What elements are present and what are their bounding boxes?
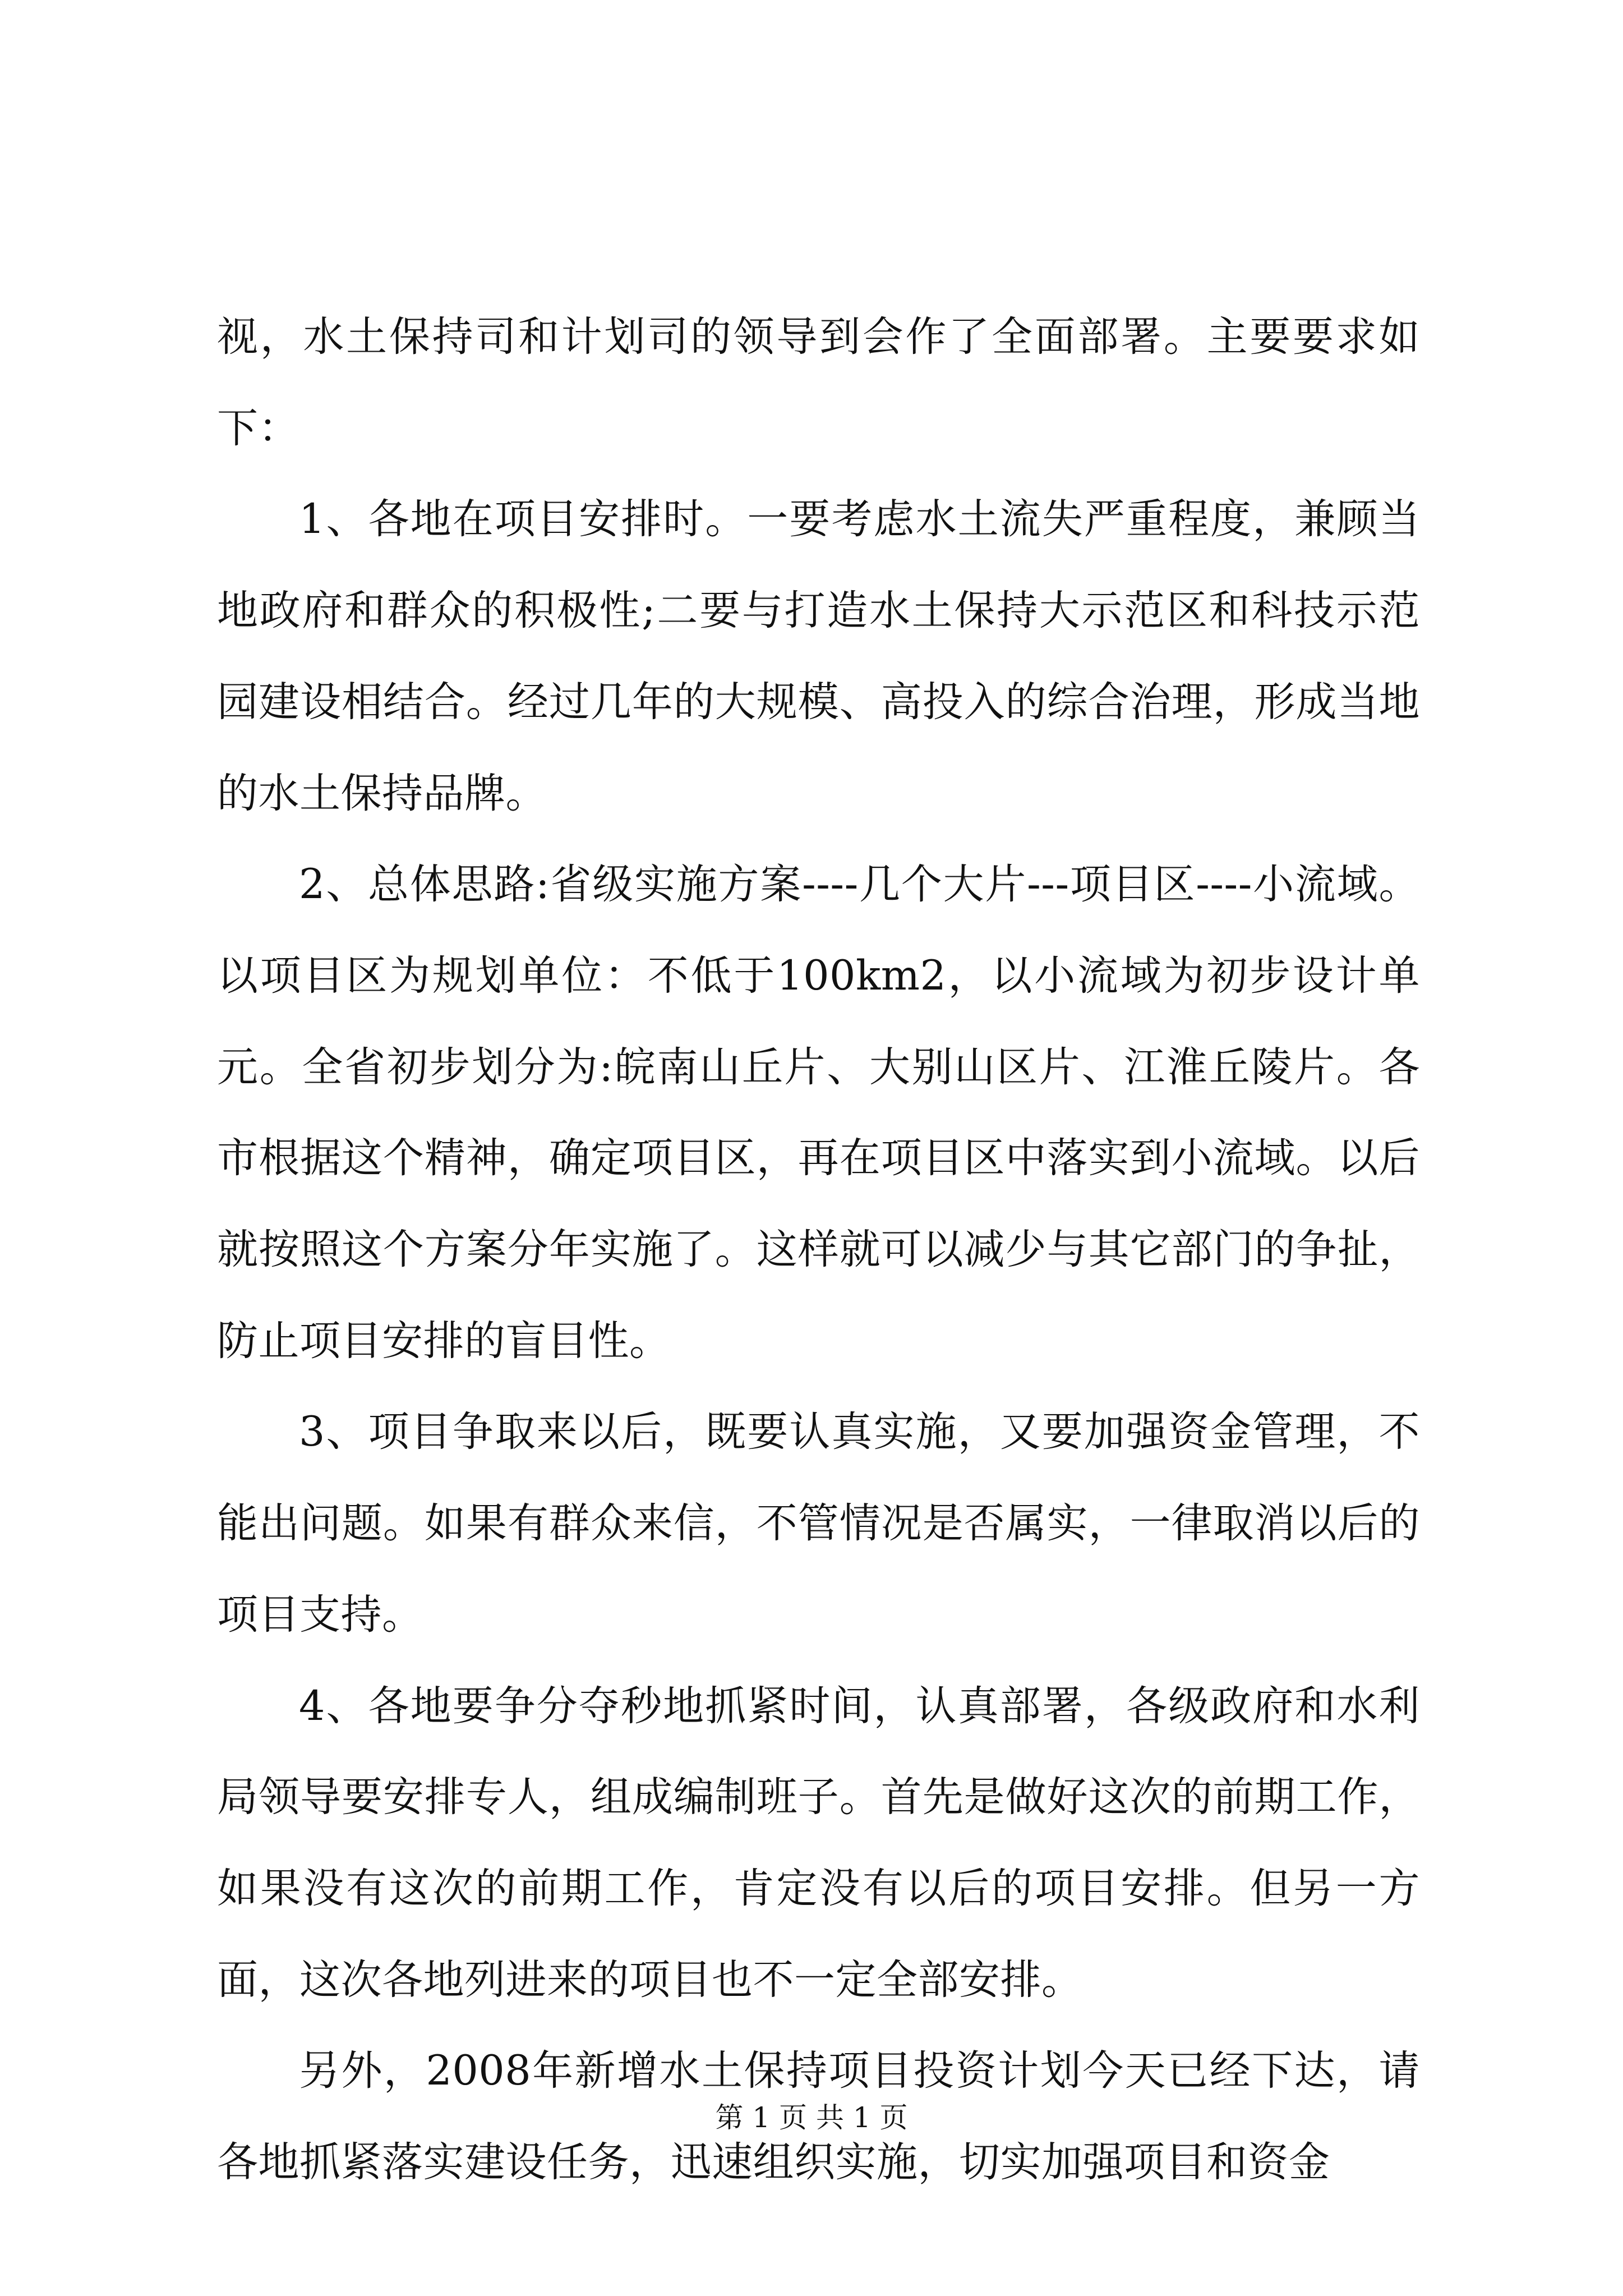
document-body (217, 292, 1420, 2208)
page-number-footer: 第 1 页 共 1 页 (715, 2101, 908, 2134)
paragraph-item-4: 4、各地要争分夺秒地抓紧时间，认真部署，各级政府和水利局领导要安排专人，组成编制班子。首先是做好这次的前期工作，如果没有这次的前期工作，肯定没有以后的项目安排。但另一方面，这次各地列进来的项目也不一定全部安排。 (217, 1682, 1420, 2004)
paragraph-item-1: 1、各地在项目安排时。一要考虑水土流失严重程度，兼顾当地政府和群众的积极性;二要与打造水土保持大示范区和科技示范园建设相结合。经过几年的大规模、高投入的综合治理，形成当地的水土保持品牌。 (217, 495, 1420, 817)
paragraph-item-3: 3、项目争取来以后，既要认真实施，又要加强资金管理，不能出问题。如果有群众来信，不管情况是否属实，一律取消以后的项目支持。 (217, 1408, 1420, 1639)
paragraph-item-2: 2、总体思路:省级实施方案----几个大片---项目区----小流域。以项目区为规划单位：不低于100km2，以小流域为初步设计单元。全省初步划分为:皖南山丘片、大别山区片、江淮丘陵片。各市根据这个精神，确定项目区，再在项目区中落实到小流域。以后就按照这个方案分年实施了。这样就可以减少与其它部门的争扯，防止项目安排的盲目性。 (217, 861, 1420, 1365)
paragraph-continued: 视，水土保持司和计划司的领导到会作了全面部署。主要要求如下： (217, 313, 1420, 452)
paragraph-additional: 另外，2008年新增水土保持项目投资计划今天已经下达，请各地抓紧落实建设任务，迅速组织实施，切实加强项目和资金 (217, 2047, 1420, 2187)
